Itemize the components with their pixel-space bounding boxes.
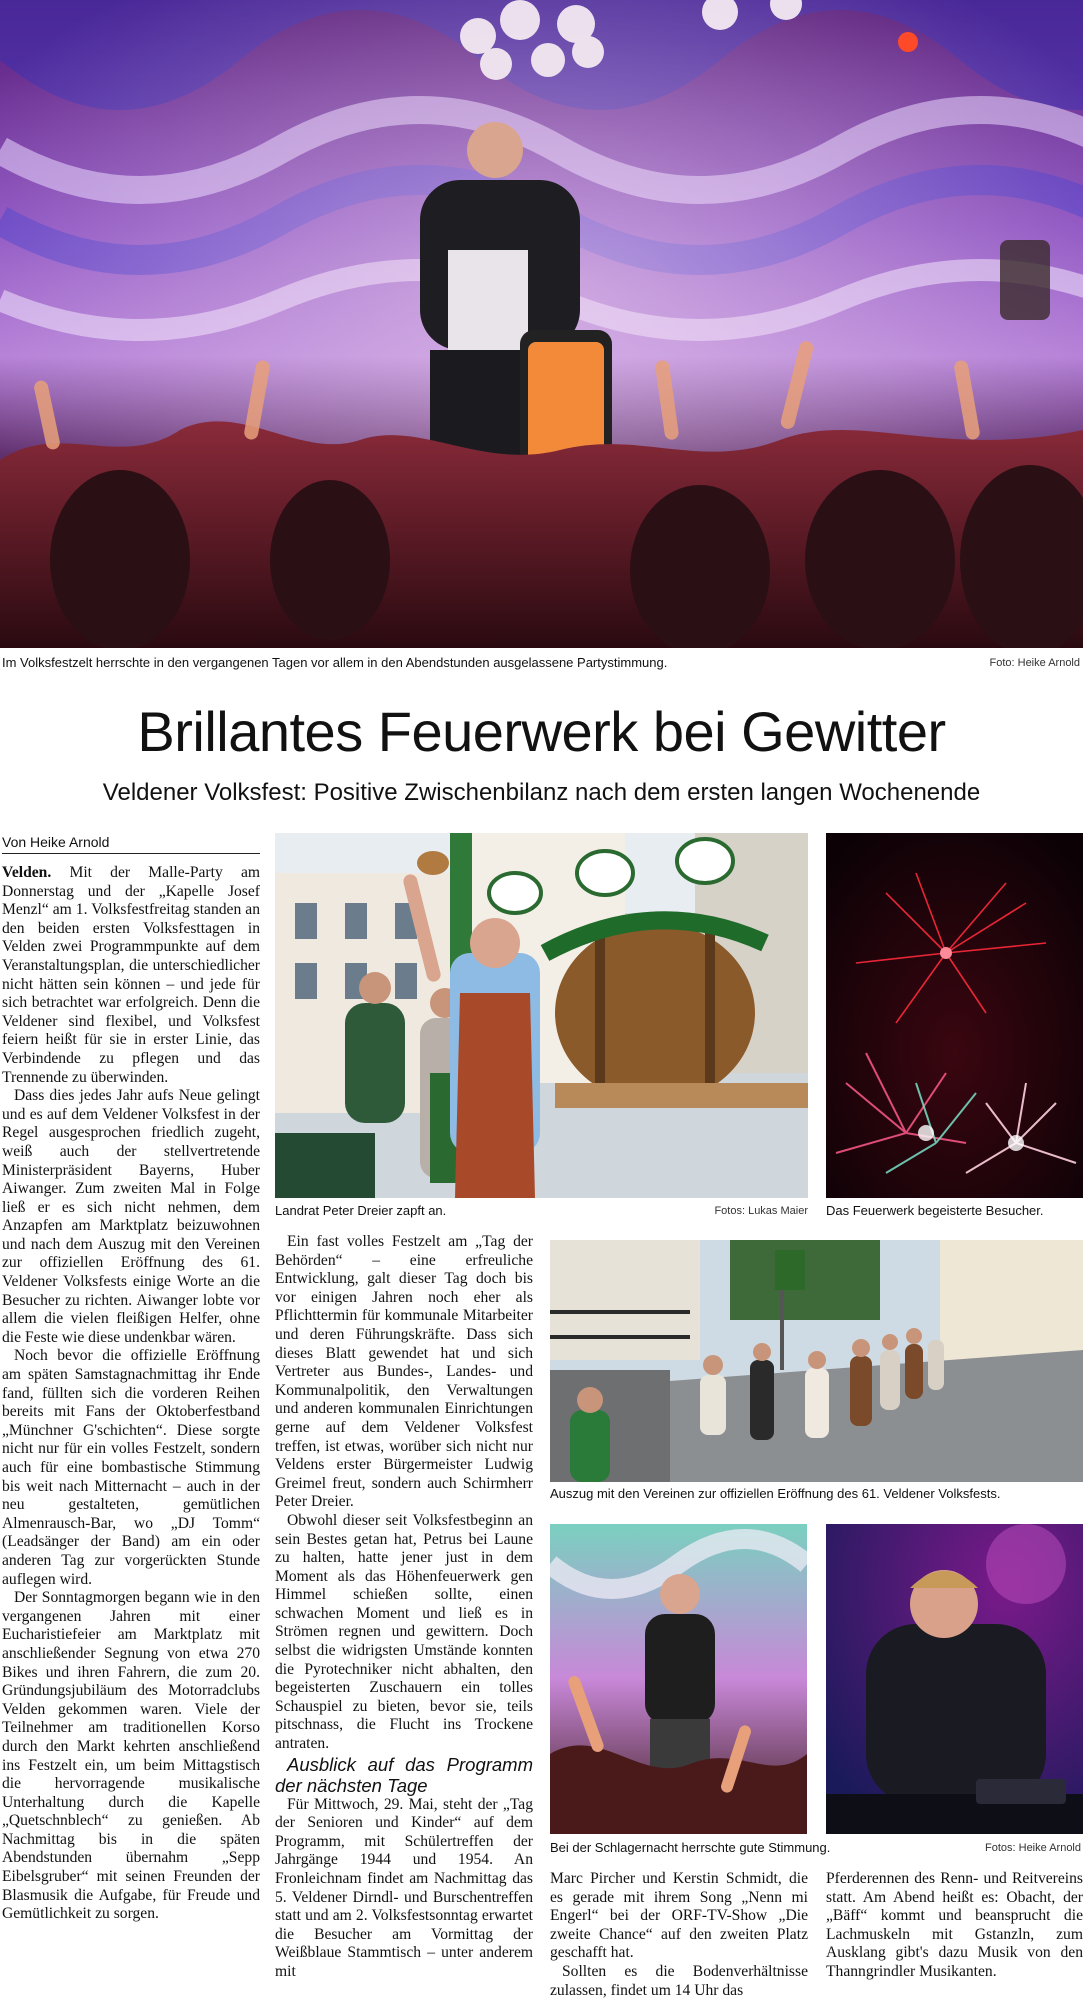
schlager-singer-illustration xyxy=(550,1524,807,1834)
article-column-2 xyxy=(275,1233,533,2000)
article-paragraph-2: Dass dies jedes Jahr aufs Neue gelingt und es auf dem Veldener Volksfest in der Regel ausgesprochen friedlich zugeht, weiß auch der stellvertretende Ministerpräsident Bayerns, Huber Aiwanger. Zum zweiten Mal in Folge ließ er es sich nicht nehmen, dem Anzapfen am Marktplatz beizuwohnen und nach dem Auszug mit den Vereinen zur offiziellen Eröffnung des 61. Veldener Volksfests einige Worte an die Besucher zu richten. Aiwanger lobte vor allem die vielen fleißigen Helfer, ohne die Feste wie diese undenkbar wären. xyxy=(2,1087,260,1346)
fireworks-photo-illustration xyxy=(826,833,1083,1198)
article-paragraph-10: Pferderennen des Renn- und Reitvereins statt. Am Abend heißt es: Obacht, der „Bäff“ kommt und beansprucht die Lachmuskeln mit Gstanzln, zum Ausklang gibt's dazu Musik von den Thanngrindler Musikanten. xyxy=(826,1870,1083,1980)
landrat-photo-illustration xyxy=(275,833,808,1198)
hero-caption: Im Volksfestzelt herrschte in den vergangenen Tagen vor allem in den Abendstunden ausgelassene Partystimmung. xyxy=(2,655,668,670)
article-paragraph-6: Obwohl dieser seit Volksfestbeginn an sein Bestes getan hat, Petrus bei Laune zu halten, hatte jener just in dem Moment als das Höhenfeuerwerk gen Himmel schießen sollte, einen schwachen Moment und ließ es in Strömen regnen und gewittern. Doch selbst die widrigsten Umstände konnten die Pyrotechniker nicht abhalten, den begeisterten Zuschauern ein tolles Schauspiel zu bieten, bevor sie, teils pitschnass, die Flucht ins Trockene antraten. xyxy=(275,1511,533,1753)
photo-parade xyxy=(550,1240,1083,1482)
photo-dj xyxy=(826,1524,1083,1834)
parade-caption: Auszug mit den Vereinen zur offiziellen Eröffnung des 61. Veldener Volksfests. xyxy=(550,1486,1001,1501)
article-column-4 xyxy=(826,1870,1083,2000)
article-column-1 xyxy=(2,864,260,2000)
article-paragraph-3: Noch bevor die offizielle Eröffnung am späten Samstagnachmittag ihr Ende fand, füllten sich die vorderen Reihen bereits mit Fans der Oktoberfestband „Münchner G'schichten“. Diese sorgte nicht nur für ein volles Festzelt, sondern auch für eine bombastische Stimmung bis weit nach Mitternacht – auch in der neu gestalteten, gemütlichen Almenrausch-Bar, wo „DJ Tomm“ (Leadsänger der Band) am ein oder anderen Tag zur vorgerückten Stunde auflegen wird. xyxy=(2,1347,260,1588)
paragraph-1-text: Mit der Malle-Party am Donnerstag und der „Kapelle Josef Menzl“ am 1. Volksfestfreitag standen an den beiden ersten Volksfesttagen in Velden zwei Programmpunkte auf dem Veranstaltungsplan, die unterschiedlicher nicht hätten sein können – und jede für sich betrachtet war erfolgreich. Denn die Veldener sind flexibel, und Volksfest feiern heißt für sie in erster Linie, das Verbindende zu pflegen und das Trennende zu überwinden. xyxy=(2,864,260,1086)
dateline: Velden. xyxy=(2,864,52,881)
headline: Brillantes Feuerwerk bei Gewitter xyxy=(137,700,946,763)
article-paragraph-4: Der Sonntagmorgen begann wie in den vergangenen Jahren mit einer Eucharistiefeier am Marktplatz mit anschließender Segnung von etwa 270 Bikes und ihren Fahrern, die zum 20. Gründungsjubiläum des Motorradclubs Velden gekommen waren. Viele der Teilnehmer am traditionellen Korso durch den Markt kehrten anschließend ins Festzelt ein, um beim Mittagstisch die hervorragende musikalische Unterhaltung durch die Kapelle „Quetschnblech“ zu genießen. Ab Nachmittag bis in die späten Abendstunden übernahm „Sepp Eibelsgruber“ mit seinen Freunden der Blasmusik die Aufgabe, für Freude und Gemütlichkeit zu sorgen. xyxy=(2,1589,260,1923)
fireworks-caption: Das Feuerwerk begeisterte Besucher. xyxy=(826,1203,1044,1218)
byline: Von Heike Arnold xyxy=(2,834,110,850)
parade-photo-illustration xyxy=(550,1240,1083,1482)
schlager-credit: Fotos: Heike Arnold xyxy=(985,1842,1081,1854)
photo-landrat-tapping xyxy=(275,833,808,1198)
schlager-caption: Bei der Schlagernacht herrschte gute Stimmung. xyxy=(550,1840,831,1855)
photo-schlager-singer xyxy=(550,1524,807,1834)
landrat-credit: Fotos: Lukas Maier xyxy=(714,1205,808,1217)
hero-credit: Foto: Heike Arnold xyxy=(989,657,1080,669)
byline-rule xyxy=(2,853,260,854)
hero-photo-party-tent xyxy=(0,0,1083,648)
article-paragraph-1 xyxy=(2,864,260,1087)
article-paragraph-5: Ein fast volles Festzelt am „Tag der Behörden“ – eine erfreuliche Entwicklung, galt dieser Tag doch bis vor einigen Jahren noch eher als Pflichttermin für kommunale Mitarbeiter und deren Führungskräfte. Dass sich dieses Blatt gewendet hat und sich Vertreter aus Bundes-, Landes- und Kommunalpolitik, den Verwaltungen und anderen kommunalen Einrichtungen gerne auf dem Veldener Volksfest treffen, ist etwas, worüber sich nicht nur Veldens erster Bürgermeister Ludwig Greimel freut, sondern auch Schirmherr Peter Dreier. xyxy=(275,1233,533,1511)
dj-photo-illustration xyxy=(826,1524,1083,1834)
article-paragraph-8: Marc Pircher und Kerstin Schmidt, die es gerade mit ihrem Song „Nenn mi Engerl“ bei der ORF-TV-Show „Die zweite Chance“ auf den zweiten Platz geschafft hat. xyxy=(550,1870,808,1962)
article-paragraph-7: Für Mittwoch, 29. Mai, steht der „Tag der Senioren und Kinder“ auf dem Programm, mit Schülertreffen der Jahrgänge 1944 und 1954. An Fronleichnam findet am Nachmittag das 5. Veldener Dirndl- und Burschentreffen statt und am 2. Volksfestsonntag erwartet die Besucher am Vormittag der Weißblaue Stammtisch – unter anderem mit xyxy=(275,1795,533,1980)
landrat-caption: Landrat Peter Dreier zapft an. xyxy=(275,1203,447,1218)
article-paragraph-9: Sollten es die Bodenverhältnisse zulassen, findet um 14 Uhr das xyxy=(550,1962,808,1999)
photo-fireworks xyxy=(826,833,1083,1198)
article-column-3 xyxy=(550,1870,808,2000)
article-subhead: Ausblick auf das Programm der nächsten Tage xyxy=(275,1753,533,1796)
hero-photo-illustration xyxy=(0,0,1083,648)
subheadline: Veldener Volksfest: Positive Zwischenbilanz nach dem ersten langen Wochenende xyxy=(102,779,981,806)
